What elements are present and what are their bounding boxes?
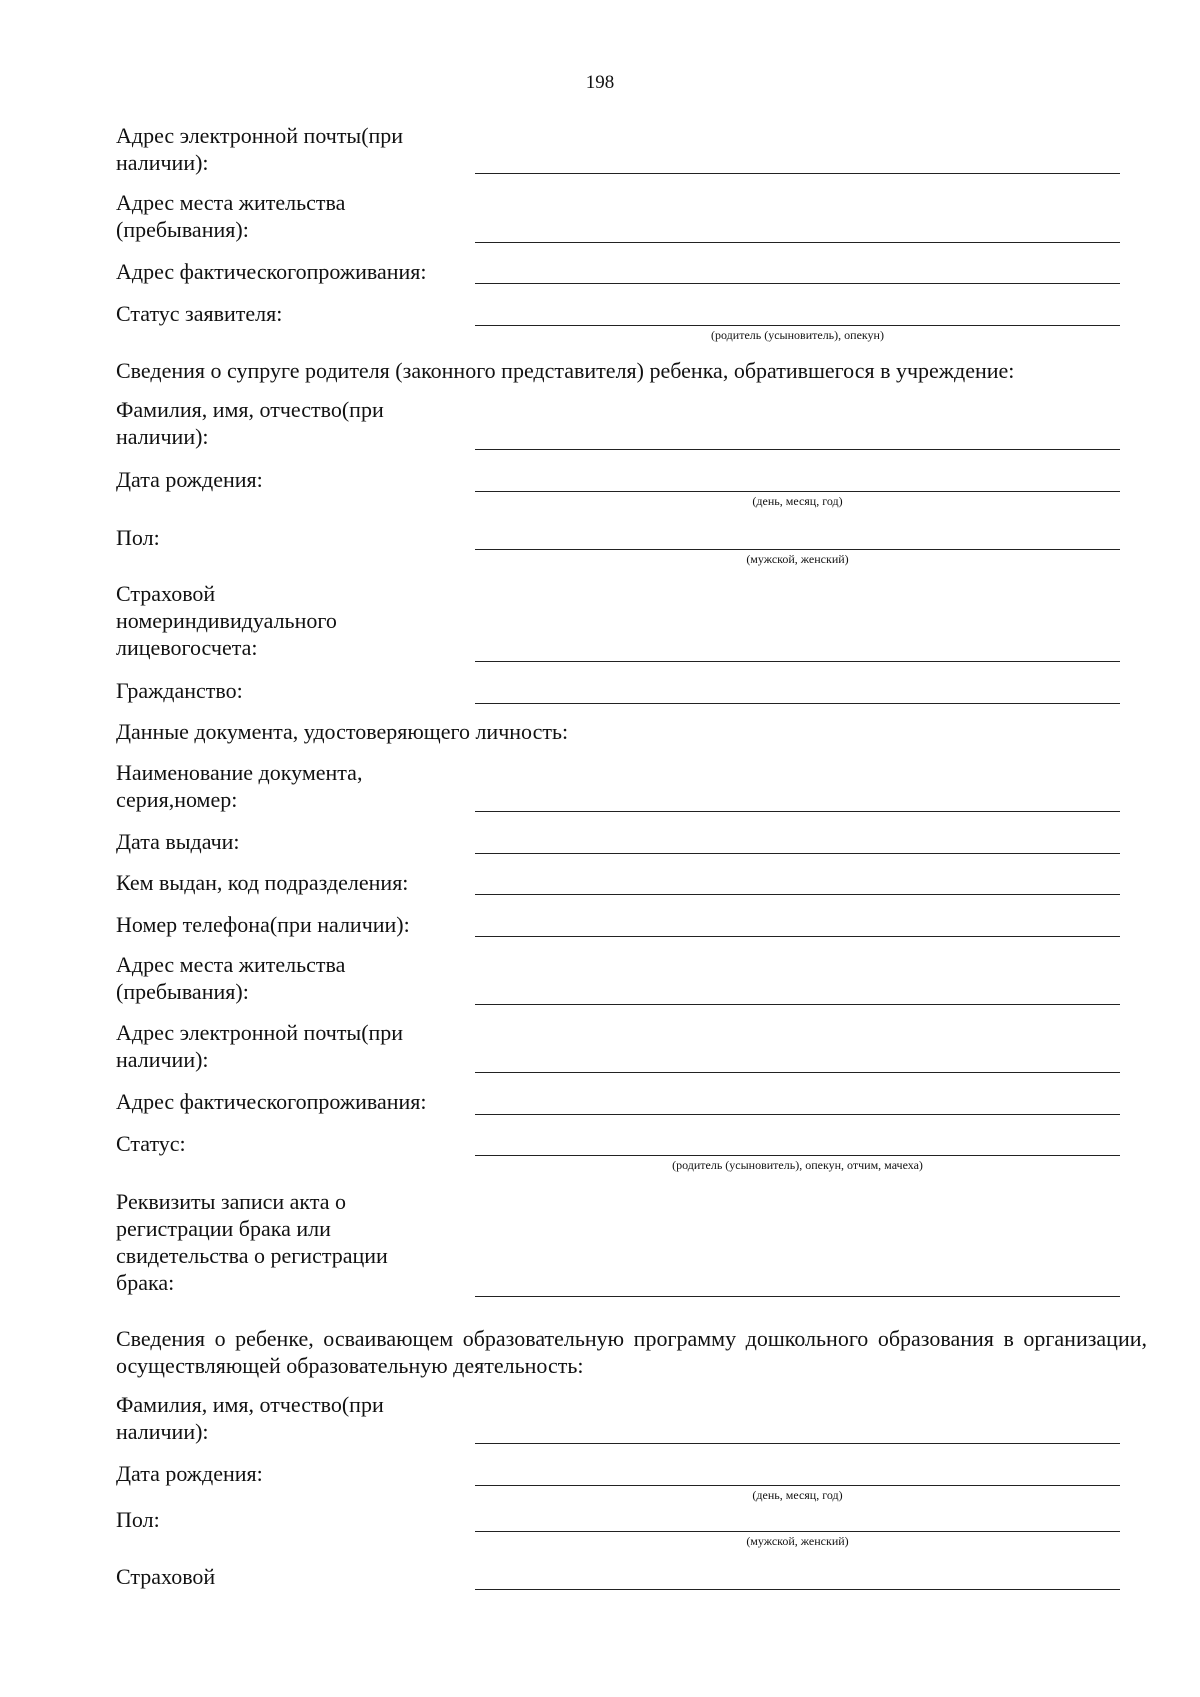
field-spouse-status[interactable] (475, 1155, 1120, 1156)
label-child-fio: Фамилия, имя, отчество(при наличии): (116, 1392, 384, 1444)
heading-spouse-document: Данные документа, удостоверяющего личность: (116, 719, 569, 744)
field-child-fio[interactable] (475, 1443, 1120, 1444)
field-spouse-marriage-record[interactable] (475, 1296, 1120, 1297)
label-applicant-status: Статус заявителя: (116, 301, 283, 326)
label-spouse-document-name: Наименование документа, серия,номер: (116, 760, 363, 812)
field-applicant-email[interactable] (475, 173, 1120, 174)
label-applicant-email: Адрес электронной почты(при наличии): (116, 123, 404, 175)
field-spouse-document-issuer[interactable] (475, 894, 1120, 895)
field-child-sex[interactable] (475, 1531, 1120, 1532)
hint-applicant-status: (родитель (усыновитель), опекун) (711, 328, 884, 342)
label-child-birth-date: Дата рождения: (116, 1461, 263, 1486)
field-spouse-residence[interactable] (475, 1004, 1120, 1005)
label-child-sex: Пол: (116, 1507, 160, 1532)
label-applicant-actual-address: Адрес фактическогопроживания: (116, 259, 427, 284)
heading-child: Сведения о ребенке, осваивающем образовательную программу дошкольного образования в организации, осуществляющей образовательную деятельность: (116, 1326, 1147, 1378)
hint-spouse-status: (родитель (усыновитель), опекун, отчим, мачеха) (672, 1158, 923, 1172)
label-spouse-phone: Номер телефона(при наличии): (116, 912, 410, 937)
label-child-snils: Страховой (116, 1564, 216, 1589)
hint-spouse-sex: (мужской, женский) (746, 552, 849, 566)
heading-spouse: Сведения о супруге родителя (законного представителя) ребенка, обратившегося в учреждение: (116, 358, 1015, 383)
label-spouse-email: Адрес электронной почты(при наличии): (116, 1020, 404, 1072)
field-spouse-actual-address[interactable] (475, 1114, 1120, 1115)
label-spouse-document-date: Дата выдачи: (116, 829, 240, 854)
field-spouse-sex[interactable] (475, 549, 1120, 550)
field-spouse-document-date[interactable] (475, 853, 1120, 854)
label-spouse-fio: Фамилия, имя, отчество(при наличии): (116, 397, 384, 449)
page-number: 198 (585, 72, 615, 93)
field-spouse-citizenship[interactable] (475, 703, 1120, 704)
field-applicant-actual-address[interactable] (475, 283, 1120, 284)
label-spouse-sex: Пол: (116, 525, 160, 550)
label-spouse-citizenship: Гражданство: (116, 678, 243, 703)
label-spouse-residence: Адрес места жительства (пребывания): (116, 952, 346, 1004)
field-spouse-document-name[interactable] (475, 811, 1120, 812)
field-spouse-snils[interactable] (475, 661, 1120, 662)
field-applicant-residence[interactable] (475, 242, 1120, 243)
label-spouse-snils: Страховой номериндивидуального лицевогосчета: (116, 581, 337, 660)
label-spouse-actual-address: Адрес фактическогопроживания: (116, 1089, 427, 1114)
field-spouse-birth-date[interactable] (475, 491, 1120, 492)
field-spouse-fio[interactable] (475, 449, 1120, 450)
field-spouse-phone[interactable] (475, 936, 1120, 937)
field-child-birth-date[interactable] (475, 1485, 1120, 1486)
label-spouse-marriage-record: Реквизиты записи акта о регистрации брака или свидетельства о регистрации брака: (116, 1189, 388, 1295)
field-child-snils[interactable] (475, 1589, 1120, 1590)
label-spouse-document-issuer: Кем выдан, код подразделения: (116, 870, 409, 895)
field-applicant-status[interactable] (475, 325, 1120, 326)
hint-spouse-birth-date: (день, месяц, год) (752, 494, 843, 508)
label-applicant-residence: Адрес места жительства (пребывания): (116, 190, 346, 242)
hint-child-sex: (мужской, женский) (746, 1534, 849, 1548)
label-spouse-status: Статус: (116, 1131, 186, 1156)
field-spouse-email[interactable] (475, 1072, 1120, 1073)
label-spouse-birth-date: Дата рождения: (116, 467, 263, 492)
hint-child-birth-date: (день, месяц, год) (752, 1488, 843, 1502)
